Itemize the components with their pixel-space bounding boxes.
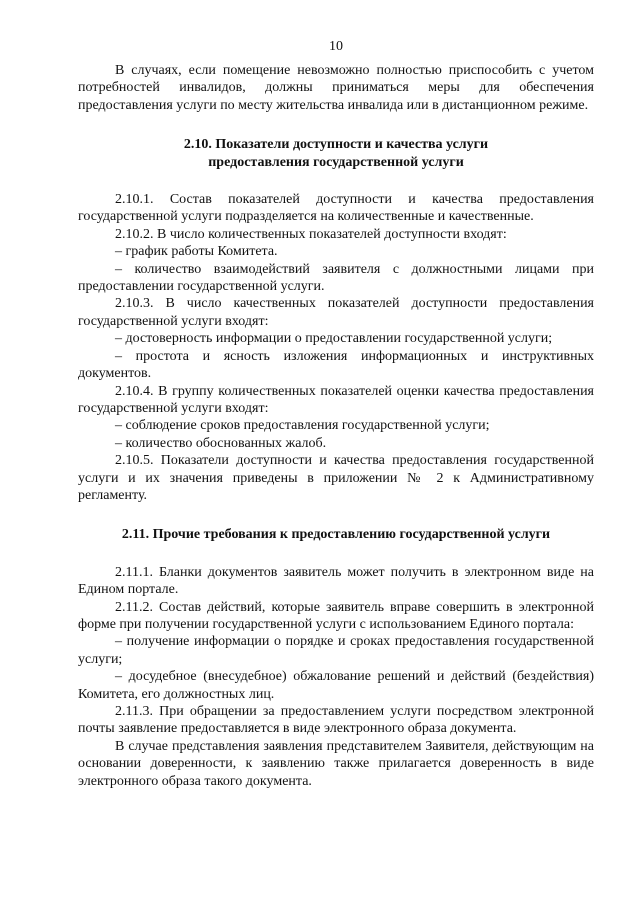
list-item: – достоверность информации о предоставлении государственной услуги;	[115, 331, 553, 347]
page-number: 10	[329, 39, 343, 54]
paragraph-2-11-3: 2.11.3. При обращении за предоставлением услуги посредством электронной почты заявление предоставляется в виде электронного образа документа.	[78, 704, 594, 737]
paragraph-2-10-2: 2.10.2. В число количественных показателей доступности входят:	[115, 226, 507, 242]
list-item: – досудебное (внесудебное) обжалование решений и действий (бездействия) Комитета, его должностных лиц.	[78, 669, 594, 702]
section-2-10-heading	[78, 136, 594, 171]
paragraph-representative: В случае представления заявления представителем Заявителя, действующим на основании доверенности, к заявлению также прилагается доверенность в виде электронного образа такого документа.	[78, 738, 594, 789]
paragraph-2-10-4: 2.10.4. В группу количественных показателей оценки качества предоставления государственной услуги входят:	[78, 383, 594, 416]
paragraph-2-10-1: 2.10.1. Состав показателей доступности и качества предоставления государственной услуги подразделяется на количественные и качественные.	[78, 192, 594, 225]
section-2-10-heading-line2: предоставления государственной услуги	[208, 154, 464, 170]
document-page	[78, 38, 594, 790]
section-2-11-heading: 2.11. Прочие требования к предоставлению государственной услуги	[121, 527, 551, 543]
intro-paragraph: В случаях, если помещение невозможно полностью приспособить с учетом потребностей инвалидов, должны приниматься меры для обеспечения предоставления услуги по месту жительства инвалида или в дистанционном режиме.	[78, 63, 594, 113]
paragraph-2-11-2: 2.11.2. Состав действий, которые заявитель вправе совершить в электронной форме при получении государственной услуги с использованием Единого портала:	[78, 599, 594, 632]
list-item: – соблюдение сроков предоставления государственной услуги;	[115, 418, 490, 434]
paragraph-2-11-1: 2.11.1. Бланки документов заявитель может получить в электронном виде на Едином портале.	[78, 564, 594, 598]
list-item: – получение информации о порядке и сроках предоставления государственной услуги;	[78, 634, 594, 667]
list-item: – количество обоснованных жалоб.	[115, 435, 327, 451]
paragraph-2-10-3: 2.10.3. В число качественных показателей доступности предоставления государственной услуги входят:	[78, 296, 594, 329]
paragraph-2-10-5: 2.10.5. Показатели доступности и качества предоставления государственной услуги и их значения приведены в приложении № 2 к Административному регламенту.	[78, 453, 594, 503]
section-2-10-heading-line1: 2.10. Показатели доступности и качества услуги	[183, 137, 489, 153]
list-item: – количество взаимодействий заявителя с должностными лицами при предоставлении государственной услуги.	[78, 261, 594, 295]
list-item: – простота и ясность изложения информационных и инструктивных документов.	[78, 348, 594, 382]
list-item: – график работы Комитета.	[115, 244, 278, 260]
